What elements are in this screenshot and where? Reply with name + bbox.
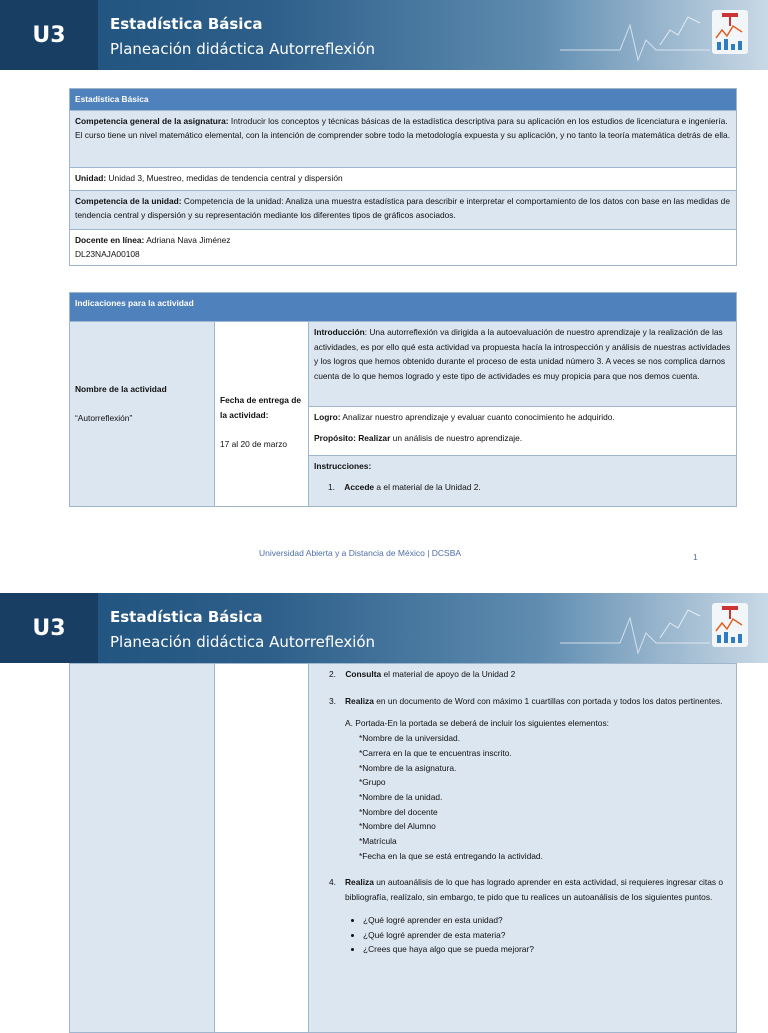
portada-list	[325, 716, 731, 863]
step1-text: a el material de la Unidad 2.	[374, 481, 481, 492]
unit-badge: U3	[0, 0, 98, 70]
course-info-table	[69, 88, 737, 266]
page-number: 1	[693, 552, 698, 562]
docente-id: DL23NAJA00108	[75, 249, 140, 260]
competencia-unidad-text: Competencia de la unidad: Analiza una muestra estadística para describir e interpretar el comportamiento de los datos con base en las medidas de tendencia central y dispersión y su representación mediante los diferentes tipos de gráficos asociados.	[75, 195, 730, 221]
competencia-general-text: Introducir los conceptos y técnicas básicas de la estadística descriptiva para su aplicación en los estudios de licenciatura e ingeniería. El curso tiene un nivel matemático elemental, con la intención de comprender sobre todo la metodología expuesta y su aplicación, y no tanto la teoría matemática detrás de ella.	[75, 115, 731, 141]
logro-label: Logro:	[314, 412, 341, 422]
self-analysis-questions	[325, 913, 731, 957]
step1-bold: Accede	[344, 481, 375, 492]
document-subtitle-2: Planeación didáctica Autorreflexión	[110, 633, 376, 651]
step3-bold: Realiza	[345, 695, 374, 706]
portada-item: *Nombre del docente	[359, 806, 438, 817]
instructions-continued-cell	[309, 664, 737, 1033]
proposito-bold: Realizar	[355, 432, 391, 443]
course-title: Estadística Básica	[110, 15, 263, 33]
unidad-label: Unidad:	[75, 172, 107, 183]
logro-proposito-cell	[309, 407, 737, 456]
competencia-general-cell	[70, 110, 737, 167]
step3-text: en un documento de Word con máximo 1 cuartillas con portada y todos los datos pertinentes.	[373, 695, 723, 706]
due-date-value: 17 al 20 de marzo	[220, 439, 288, 450]
proposito-label: Propósito:	[314, 432, 356, 443]
instructions-label: Instrucciones:	[314, 461, 372, 471]
activity-name-cell	[70, 322, 215, 507]
portada-item: *Grupo	[359, 777, 386, 788]
docente-name: Adriana Nava Jiménez	[146, 234, 231, 245]
footer-institution: Universidad Abierta y a Distancia de México | DCSBA	[259, 548, 462, 558]
statistics-logo-icon	[712, 10, 748, 54]
step2-bold: Consulta	[345, 669, 382, 679]
portada-item: *Nombre de la asignatura.	[359, 762, 457, 773]
activity-table	[69, 292, 737, 507]
document-subtitle: Planeación didáctica Autorreflexión	[110, 40, 376, 58]
step3-number: 3.	[329, 695, 336, 706]
unidad-cell	[70, 167, 737, 190]
heartbeat-line-icon-2	[560, 598, 710, 658]
unidad-text: Unidad 3, Muestreo, medidas de tendencia central y dispersión	[108, 172, 343, 183]
activity-name-value: “Autorreflexión”	[75, 413, 133, 424]
page-header-banner-2	[0, 593, 768, 663]
course-title-2: Estadística Básica	[110, 608, 263, 626]
activity-table-title: Indicaciones para la actividad	[70, 293, 737, 322]
logro-text: Analizar nuestro aprendizaje y evaluar cuanto conocimiento he adquirido.	[340, 412, 615, 422]
docente-label: Docente en línea:	[75, 234, 145, 245]
portada-item: *Nombre de la unidad.	[359, 791, 443, 802]
due-date-cell	[215, 322, 309, 507]
question-item: • ¿Crees que haya algo que se pueda mejorar?	[363, 942, 731, 957]
question-item: • ¿Qué logré aprender en esta unidad?	[363, 913, 731, 928]
portada-item: *Carrera en la que te encuentras inscrito.	[359, 747, 512, 758]
activity-name-label: Nombre de la actividad	[75, 383, 167, 394]
question-item: • ¿Qué logré aprender de esta materia?	[363, 928, 731, 943]
step2-number: 2.	[329, 669, 336, 679]
page-header-banner	[0, 0, 768, 70]
due-date-cell-continued	[215, 664, 309, 1033]
activity-table-continued	[69, 663, 737, 1033]
competencia-general-label: Competencia general de la asignatura:	[75, 115, 229, 126]
portada-item: *Fecha en la que se está entregando la actividad.	[359, 850, 543, 861]
step4-text: un autoanálisis de lo que has logrado aprender en esta actividad, si requieres ingresar citas o bibliografía, realízalo, sin embargo, te pido que tu realices un autoanálisis de los siguientes puntos.	[345, 877, 724, 903]
due-date-label: Fecha de entrega de la actividad:	[220, 395, 301, 420]
introduction-label: Introducción	[314, 327, 365, 337]
instruction-step-2	[325, 667, 731, 682]
portada-item: *Nombre de la universidad.	[359, 733, 461, 744]
course-info-title: Estadística Básica	[70, 89, 737, 111]
instruction-step-4	[325, 875, 731, 904]
statistics-logo-icon-2	[712, 603, 748, 647]
introduction-cell	[309, 322, 737, 407]
instruction-step-1: 1. Accede a el material de la Unidad 2.	[328, 481, 481, 492]
activity-name-cell-continued	[70, 664, 215, 1033]
competencia-unidad-cell	[70, 190, 737, 229]
portada-item: *Nombre del Alumno	[359, 821, 436, 832]
unit-badge-2: U3	[0, 593, 98, 663]
step2-text: el material de apoyo de la Unidad 2	[381, 669, 516, 679]
instructions-cell	[309, 456, 737, 507]
proposito-text: un análisis de nuestro aprendizaje.	[390, 432, 523, 443]
instruction-step-3	[325, 694, 731, 709]
step4-bold: Realiza	[345, 877, 374, 888]
portada-item: *Matrícula	[359, 836, 397, 847]
heartbeat-line-icon	[560, 5, 710, 65]
introduction-text: : Una autorreflexión va dirigida a la autoevaluación de nuestro aprendizaje y la realización de las actividades, es por ello qué esta actividad va propuesta hacía la introspección y análisis de nuestras actividades y los logros que hemos obtenido durante el proceso de esta unidad número 3. A veces se nos complica darnos cuenta de lo que hemos logrado y este tipo de actividades es muy propicia para que nos demos cuenta.	[314, 327, 731, 382]
docente-cell	[70, 229, 737, 265]
step4-number: 4.	[329, 877, 336, 888]
competencia-unidad-label: Competencia de la unidad:	[75, 195, 182, 206]
portada-intro: A. Portada-En la portada se deberá de incluir los siguientes elementos:	[345, 718, 609, 729]
